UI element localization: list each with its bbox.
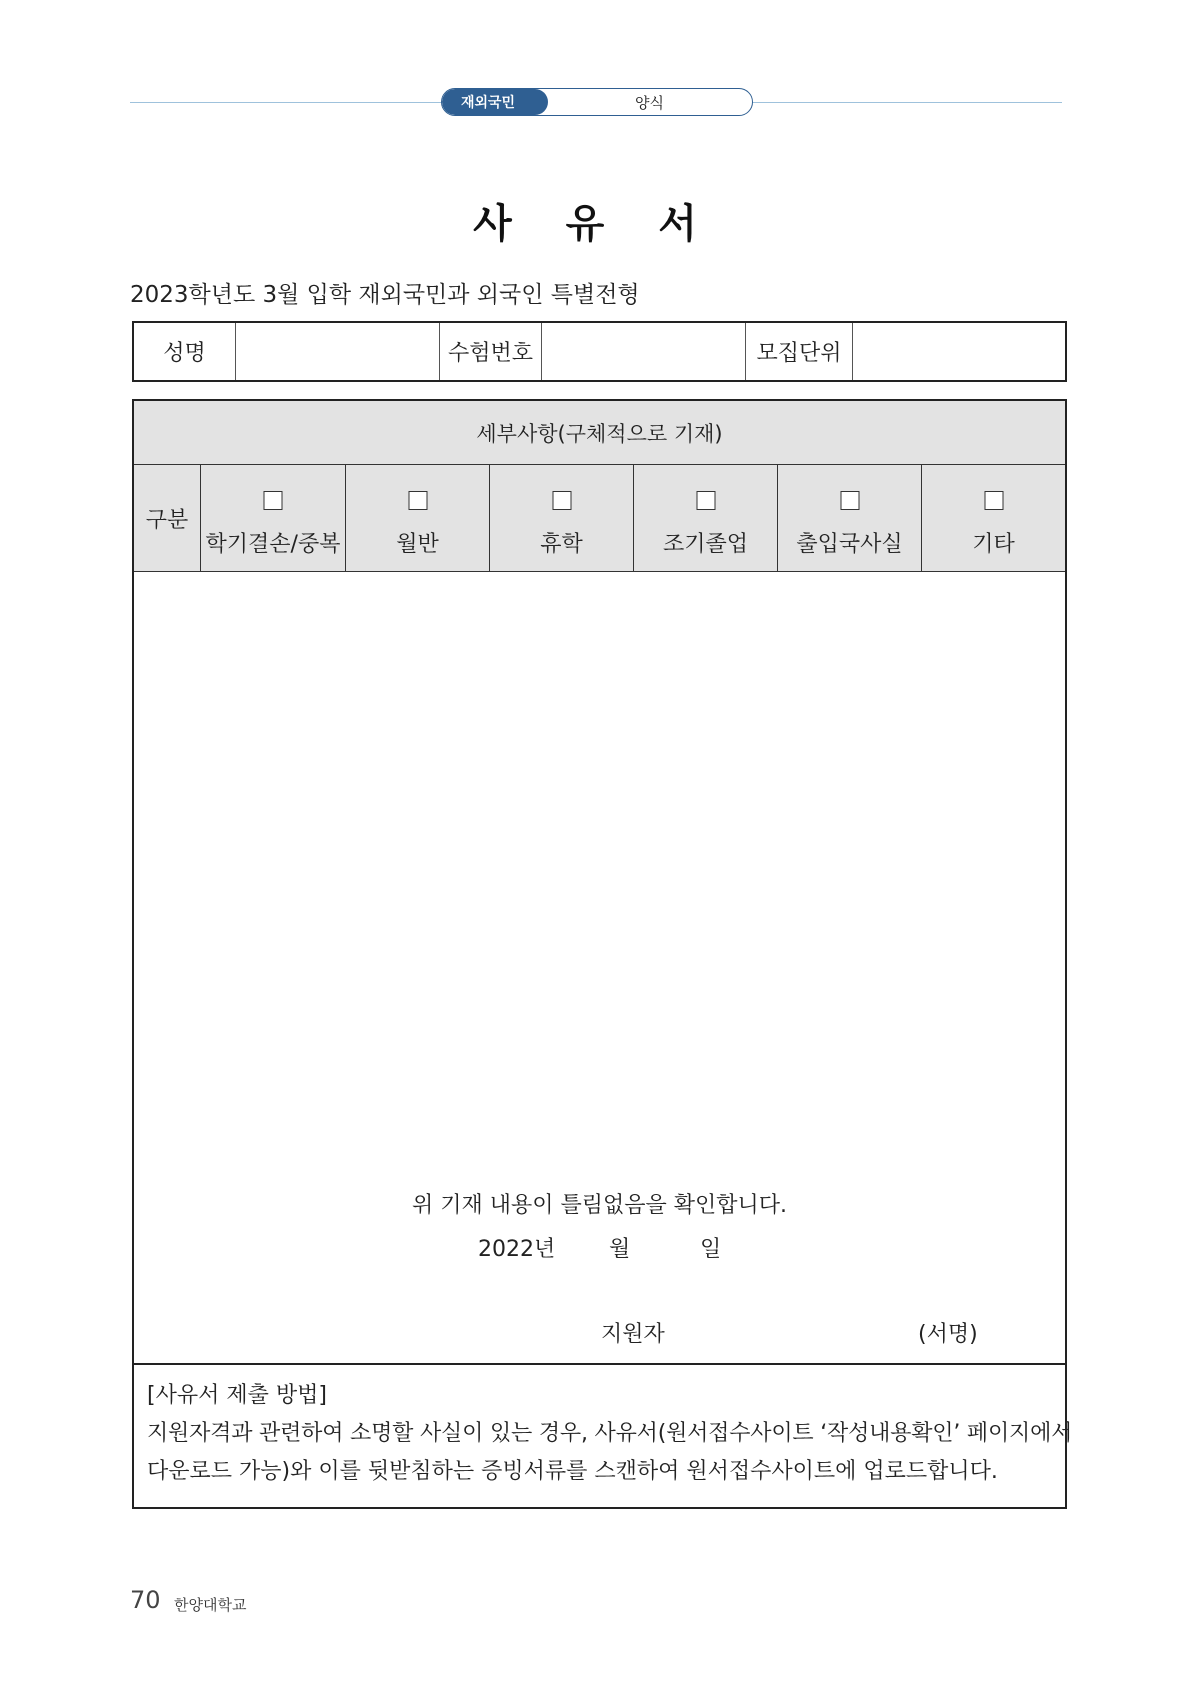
submission-note xyxy=(134,1363,1073,1507)
category-skip-grade[interactable] xyxy=(345,465,489,571)
details-heading-row xyxy=(134,401,1065,465)
recruitment-unit-field[interactable] xyxy=(853,323,1065,380)
category-label-immigration: 출입국사실 xyxy=(796,532,903,557)
signature-label[interactable]: (서명) xyxy=(918,1322,978,1347)
page-number: 70 xyxy=(130,1586,161,1614)
section-tab xyxy=(442,89,534,115)
name-label: 성명 xyxy=(134,323,236,380)
page-title: 사 유 서 xyxy=(473,201,717,247)
signature-line xyxy=(134,1317,1065,1347)
recruitment-unit-label: 모집단위 xyxy=(746,323,853,380)
name-field[interactable] xyxy=(236,323,440,380)
confirmation-statement: 위 기재 내용이 틀림없음을 확인합니다. xyxy=(412,1193,787,1218)
category-academic-gap[interactable] xyxy=(200,465,345,571)
category-early-graduation[interactable] xyxy=(633,465,777,571)
header-rule-right xyxy=(752,102,1062,103)
category-other[interactable] xyxy=(921,465,1065,571)
section-tab-label: 재외국민 xyxy=(460,95,516,111)
submission-note-line-2: 다운로드 가능)와 이를 뒷받침하는 증빙서류를 스캔하여 원서접수사이트에 업로드합니다. xyxy=(147,1459,998,1484)
section-label: 양식 xyxy=(635,93,664,112)
section-header xyxy=(441,88,753,116)
category-label-leave: 휴학 xyxy=(540,532,583,557)
date-month: 월 xyxy=(609,1237,631,1262)
category-label-other: 기타 xyxy=(972,532,1015,557)
submission-note-line-1: 지원자격과 관련하여 소명할 사실이 있는 경우, 사유서(원서접수사이트 ‘작성내용확인’ 페이지에서 xyxy=(147,1421,1073,1446)
details-body[interactable] xyxy=(134,572,1065,1132)
applicant-info-table xyxy=(132,321,1067,382)
submission-note-heading: [사유서 제출 방법] xyxy=(147,1383,327,1408)
category-row xyxy=(134,465,1065,572)
category-label: 구분 xyxy=(145,507,189,533)
exam-number-field[interactable] xyxy=(542,323,746,380)
date-year: 2022년 xyxy=(478,1237,556,1262)
details-table xyxy=(132,399,1073,1509)
applicant-label: 지원자 xyxy=(601,1322,665,1347)
details-heading: 세부사항(구체적으로 기재) xyxy=(476,421,723,446)
category-label-academic-gap: 학기결손/중복 xyxy=(205,532,341,557)
date-line xyxy=(134,1232,1065,1262)
category-immigration[interactable] xyxy=(777,465,921,571)
header-rule-left xyxy=(130,102,445,103)
checkbox-icon[interactable] xyxy=(264,491,283,510)
category-label-skip-grade: 월반 xyxy=(396,532,439,557)
exam-number-label: 수험번호 xyxy=(440,323,542,380)
checkbox-icon[interactable] xyxy=(408,491,427,510)
category-leave[interactable] xyxy=(489,465,633,571)
date-day: 일 xyxy=(700,1237,722,1262)
checkbox-icon[interactable] xyxy=(984,491,1003,510)
checkbox-icon[interactable] xyxy=(840,491,859,510)
category-label-early-graduation: 조기졸업 xyxy=(662,532,748,557)
checkbox-icon[interactable] xyxy=(696,491,715,510)
checkbox-icon[interactable] xyxy=(552,491,571,510)
form-subtitle: 2023학년도 3월 입학 재외국민과 외국인 특별전형 xyxy=(130,282,640,308)
university-name: 한양대학교 xyxy=(174,1596,247,1614)
